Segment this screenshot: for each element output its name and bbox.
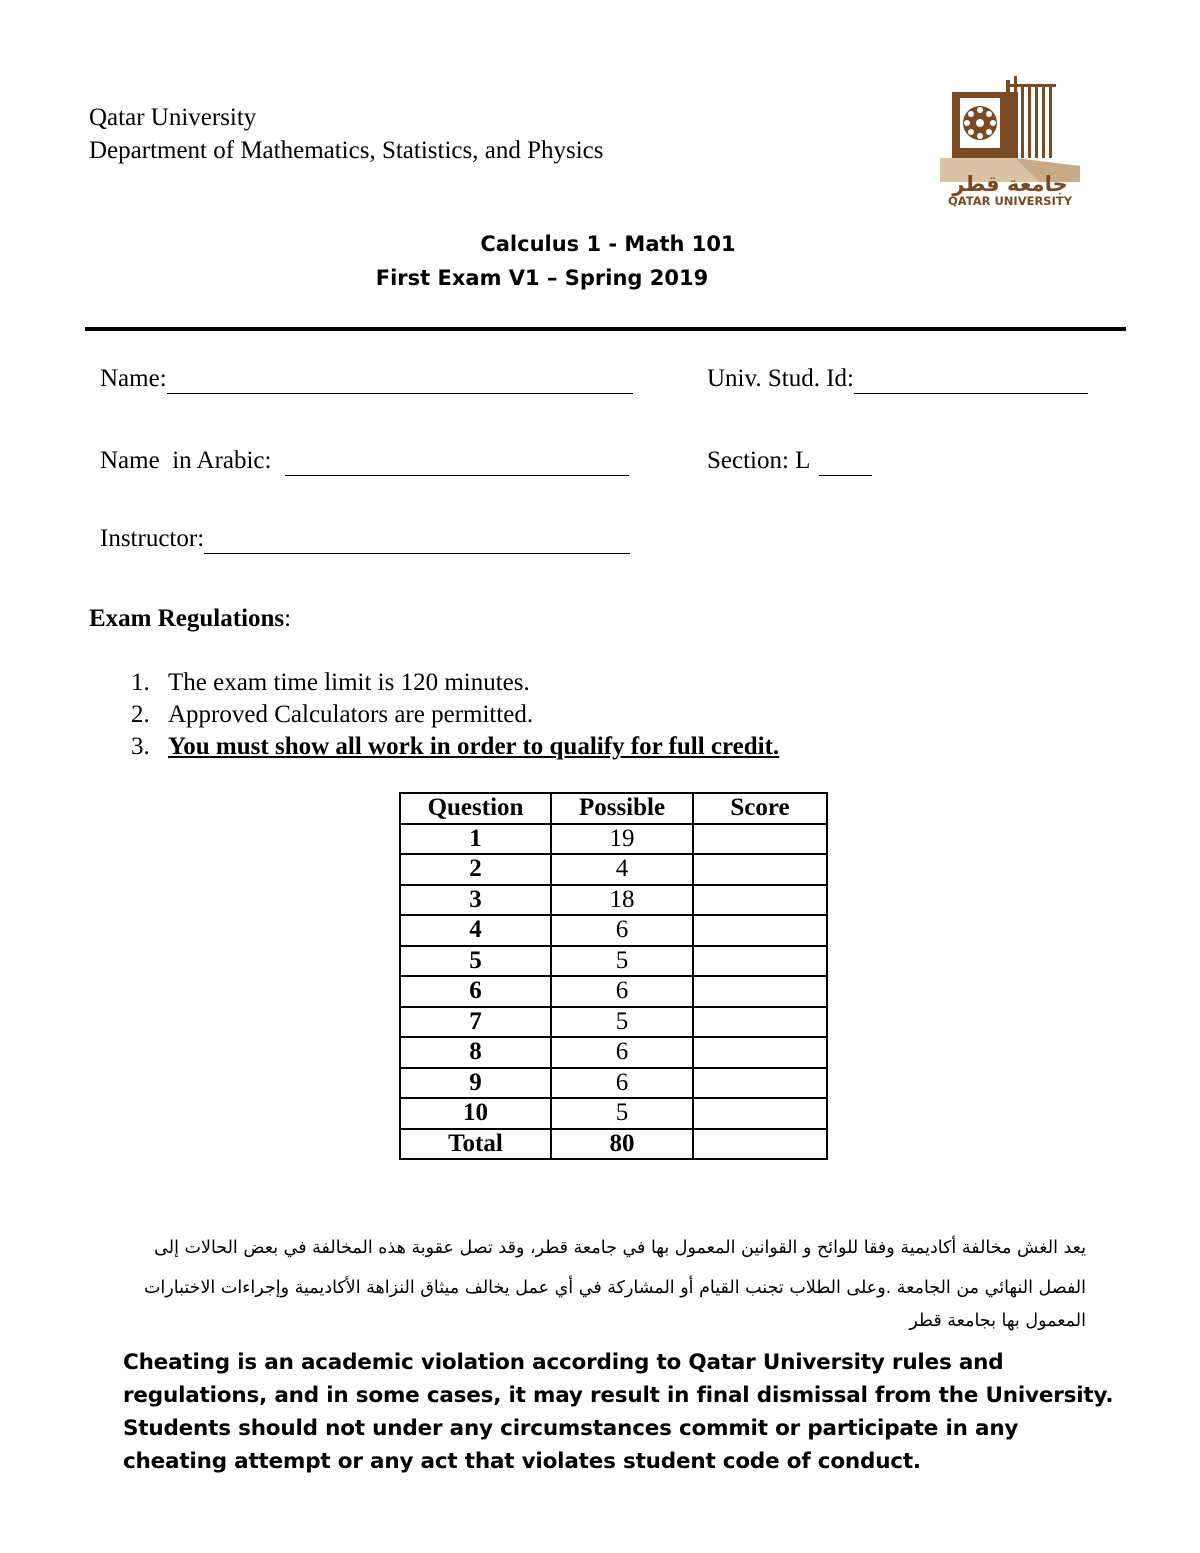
english-cheating-notice: Cheating is an academic violation according to Qatar University rules and regulations, and in some cases, it may result in final dismissal from the University. Students should not under any circumstances commit or participate in any cheating attempt or any act that violates student code of conduct. (123, 1350, 1114, 1474)
regulations-heading (89, 605, 291, 633)
score-cell[interactable] (693, 824, 827, 855)
table-row (400, 1068, 827, 1099)
possible-points: 6 (551, 1037, 693, 1068)
student-id-input-line[interactable] (854, 371, 1088, 394)
question-number: 6 (400, 976, 551, 1007)
regulation-number: 2. (131, 701, 150, 728)
university-logo-icon (930, 70, 1090, 210)
regulation-text: The exam time limit is 120 minutes. (168, 669, 530, 696)
regulation-item (131, 699, 779, 731)
table-row (400, 1098, 827, 1129)
table-row (400, 915, 827, 946)
possible-points: 6 (551, 915, 693, 946)
table-row (400, 1037, 827, 1068)
question-number: 4 (400, 915, 551, 946)
score-cell[interactable] (693, 1007, 827, 1038)
total-score-cell[interactable] (693, 1129, 827, 1160)
table-row (400, 976, 827, 1007)
section-field[interactable] (707, 446, 872, 476)
university-name: Qatar University (89, 104, 257, 131)
logo-english-text: QATAR UNIVERSITY (947, 194, 1073, 208)
possible-points: 6 (551, 976, 693, 1007)
score-cell[interactable] (693, 885, 827, 916)
exam-title: First Exam V1 – Spring 2019 (375, 266, 709, 290)
regulations-heading-colon: : (284, 605, 292, 632)
table-row (400, 946, 827, 977)
name-label: Name: (100, 365, 167, 392)
university-header (89, 101, 604, 167)
score-table-header-row (400, 793, 827, 824)
total-value: 80 (551, 1129, 693, 1160)
question-number: 10 (400, 1098, 551, 1129)
possible-points: 6 (551, 1068, 693, 1099)
logo-arabic-text: جامعة قطر (952, 172, 1068, 196)
name-arabic-input-line[interactable] (285, 453, 629, 476)
course-title: Calculus 1 - Math 101 (480, 232, 736, 256)
section-label: Section: L (707, 447, 811, 474)
regulation-item (131, 731, 779, 763)
arabic-notice-line: المعمول بها بجامعة قطر (909, 1311, 1086, 1331)
name-arabic-field[interactable] (100, 446, 629, 476)
qatar-university-logo (930, 70, 1090, 210)
name-field[interactable] (100, 364, 633, 394)
student-id-field[interactable] (707, 364, 1088, 394)
header-divider (85, 327, 1126, 331)
score-table (399, 792, 828, 1160)
section-input-line[interactable] (819, 453, 872, 476)
score-cell[interactable] (693, 946, 827, 977)
regulation-number: 3. (131, 733, 150, 760)
score-cell[interactable] (693, 1037, 827, 1068)
score-cell[interactable] (693, 1098, 827, 1129)
question-number: 8 (400, 1037, 551, 1068)
possible-points: 18 (551, 885, 693, 916)
question-number: 1 (400, 824, 551, 855)
student-id-label: Univ. Stud. Id: (707, 365, 854, 392)
question-number: 9 (400, 1068, 551, 1099)
score-cell[interactable] (693, 915, 827, 946)
table-row (400, 824, 827, 855)
possible-points: 5 (551, 1007, 693, 1038)
total-label: Total (400, 1129, 551, 1160)
arabic-notice-line: يعد الغش مخالفة أكاديمية وفقا للوائح و القوانين المعمول بها في جامعة قطر، وقد تصل عقوبة هذه المخالفة في بعض الحالات إلى (154, 1238, 1086, 1258)
question-number: 7 (400, 1007, 551, 1038)
arabic-cheating-notice (100, 1228, 1086, 1334)
regulation-item (131, 667, 779, 699)
possible-points: 19 (551, 824, 693, 855)
instructor-input-line[interactable] (204, 531, 630, 554)
arabic-notice-line: الفصل النهائي من الجامعة .وعلى الطلاب تجنب القيام أو المشاركة في أي عمل يخالف ميثاق النزاهة الأكاديمية وإجراءات الاختبارات (143, 1278, 1086, 1298)
regulation-number: 1. (131, 669, 150, 696)
column-header-score: Score (693, 793, 827, 824)
score-cell[interactable] (693, 976, 827, 1007)
department-name: Department of Mathematics, Statistics, and Physics (89, 137, 604, 164)
possible-points: 5 (551, 1098, 693, 1129)
question-number: 2 (400, 854, 551, 885)
column-header-question: Question (400, 793, 551, 824)
score-cell[interactable] (693, 854, 827, 885)
table-row (400, 854, 827, 885)
table-row (400, 1007, 827, 1038)
possible-points: 5 (551, 946, 693, 977)
regulation-text: Approved Calculators are permitted. (168, 701, 534, 728)
instructor-field[interactable] (100, 524, 630, 554)
total-row (400, 1129, 827, 1160)
possible-points: 4 (551, 854, 693, 885)
instructor-label: Instructor: (100, 525, 205, 552)
score-cell[interactable] (693, 1068, 827, 1099)
table-row (400, 885, 827, 916)
name-input-line[interactable] (167, 371, 633, 394)
regulations-list (131, 667, 779, 763)
name-arabic-label: Name in Arabic: (100, 447, 272, 474)
regulation-text: You must show all work in order to qualify for full credit. (168, 733, 780, 760)
column-header-possible: Possible (551, 793, 693, 824)
regulations-heading-text: Exam Regulations (89, 605, 285, 632)
question-number: 5 (400, 946, 551, 977)
question-number: 3 (400, 885, 551, 916)
